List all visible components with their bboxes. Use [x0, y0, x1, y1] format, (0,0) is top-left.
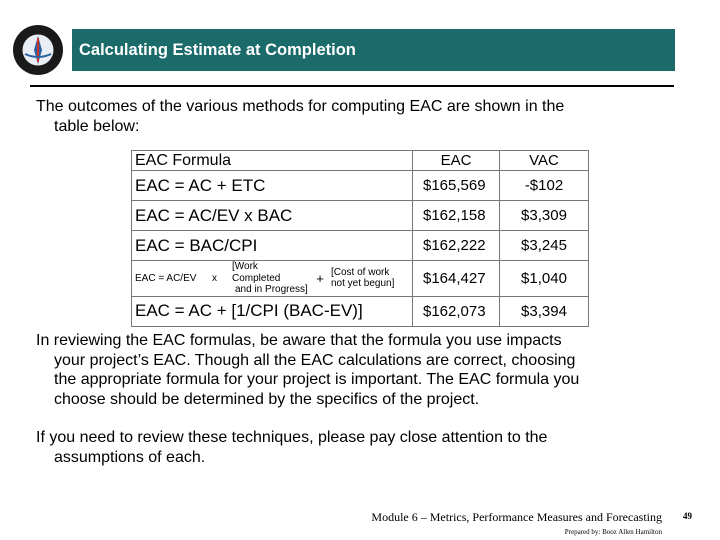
review-line-1: If you need to review these techniques, please pay close attention to the	[36, 429, 548, 446]
review-line-2: assumptions of each.	[54, 448, 206, 466]
table-row	[132, 231, 589, 261]
formula-cell: EAC = BAC/CPI	[132, 231, 413, 261]
eac-cell: $165,569	[413, 171, 500, 201]
formula-multiply: x	[212, 272, 217, 284]
reviewing-paragraph	[36, 331, 579, 409]
formula-cell	[132, 261, 413, 297]
eac-cell: $164,427	[413, 261, 500, 297]
title-divider	[30, 85, 674, 87]
header-vac: VAC	[500, 151, 589, 171]
header-eac-formula: EAC Formula	[132, 151, 413, 171]
footer-prepared-by: Prepared by: Booz Allen Hamilton	[564, 528, 662, 536]
compound-formula	[135, 261, 412, 296]
vac-cell: $3,245	[500, 231, 589, 261]
header-eac: EAC	[413, 151, 500, 171]
table-row	[132, 171, 589, 201]
intro-line-1: The outcomes of the various methods for computing EAC are shown in the	[36, 98, 565, 115]
reviewing-line-3: the appropriate formula for your project is important. The EAC formula you	[54, 371, 580, 388]
formula-plus: +	[316, 270, 324, 286]
table-header-row	[132, 151, 589, 171]
footer-module: Module 6 – Metrics, Performance Measures and Forecasting	[371, 510, 662, 524]
booz-allen-logo	[12, 24, 64, 76]
review-techniques-paragraph	[36, 428, 547, 467]
work-completed-line-2: and in Progress]	[235, 284, 308, 295]
page-number: 49	[683, 511, 692, 521]
work-completed-line-1: [Work Completed	[232, 261, 281, 284]
cost-not-begun-line-1: [Cost of work	[331, 266, 390, 278]
eac-cell: $162,073	[413, 296, 500, 326]
work-completed-term	[232, 261, 309, 296]
formula-cell: EAC = AC + [1/CPI (BAC-EV)]	[132, 296, 413, 326]
formula-lead: EAC = AC/EV	[135, 272, 197, 284]
formula-cell: EAC = AC + ETC	[132, 171, 413, 201]
vac-cell: -$102	[500, 171, 589, 201]
table-row	[132, 261, 589, 297]
cost-not-begun-term	[331, 267, 394, 290]
table-row	[132, 201, 589, 231]
eac-cell: $162,158	[413, 201, 500, 231]
formula-cell: EAC = AC/EV x BAC	[132, 201, 413, 231]
slide-title: Calculating Estimate at Completion	[79, 40, 356, 59]
intro-paragraph	[36, 97, 564, 136]
cost-not-begun-line-2: not yet begun]	[331, 278, 395, 290]
eac-cell: $162,222	[413, 231, 500, 261]
vac-cell: $3,394	[500, 296, 589, 326]
title-bar	[72, 29, 675, 71]
vac-cell: $3,309	[500, 201, 589, 231]
reviewing-line-4: choose should be determined by the specifics of the project.	[54, 390, 480, 408]
intro-line-2: table below:	[54, 117, 140, 135]
reviewing-line-2: your project’s EAC. Though all the EAC calculations are correct, choosing	[54, 351, 576, 369]
vac-cell: $1,040	[500, 261, 589, 297]
reviewing-line-1: In reviewing the EAC formulas, be aware that the formula you use impacts	[36, 332, 562, 349]
table-row	[132, 296, 589, 326]
eac-table	[131, 150, 589, 327]
